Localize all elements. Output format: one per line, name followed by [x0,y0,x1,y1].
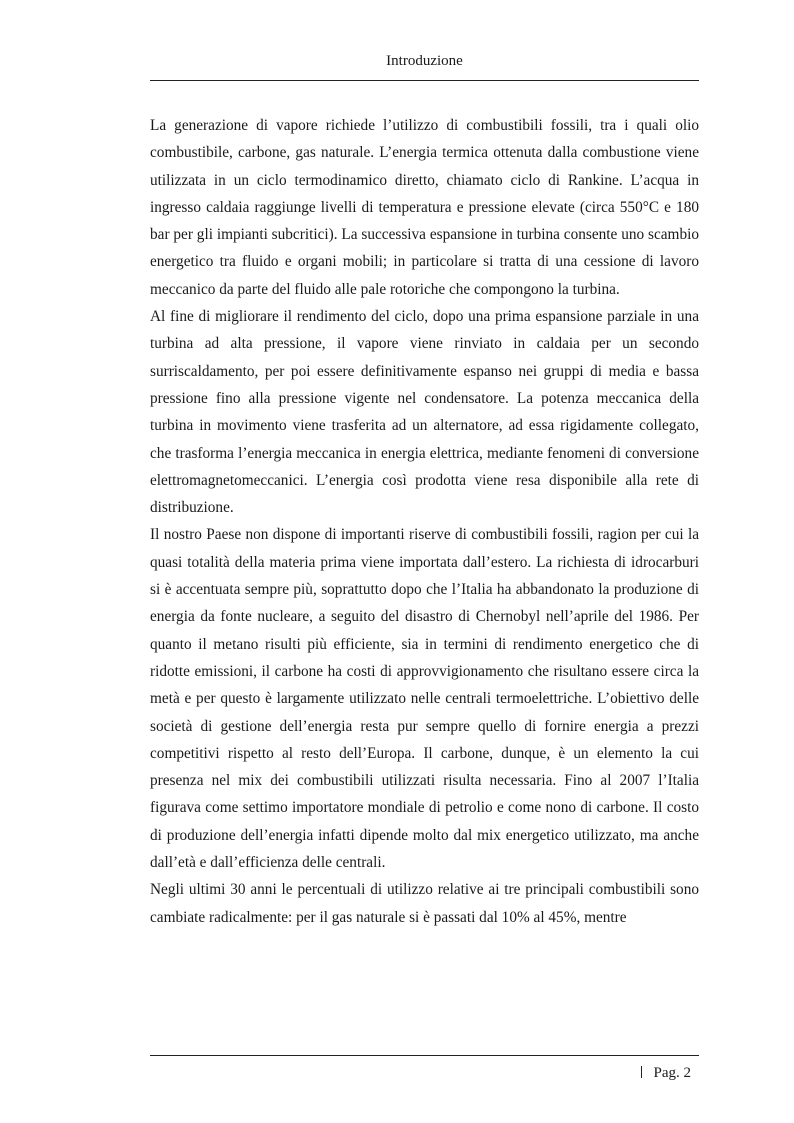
page-number [641,1064,692,1082]
footer-divider [150,1055,699,1056]
paragraph-fossil-fuel-imports: Il nostro Paese non dispone di importanti riserve di combustibili fossili, ragion per cui la quasi totalità della materia prima viene importata dall’estero. La richiesta di idrocarburi si è accentuata sempre più, soprattutto dopo che l’Italia ha abbandonato la produzione di energia da fonte nucleare, a seguito del disastro di Chernobyl nell’aprile del 1986. Per quanto il metano risulti più efficiente, sia in termini di rendimento energetico che di ridotte emissioni, il carbone ha costi di approvvigionamento che risultano essere circa la metà e per questo è largamente utilizzato nelle centrali termoelettriche. L’obiettivo delle società di gestione dell’energia resta pur sempre quello di fornire energia a prezzi competitivi rispetto al resto dell’Europa. Il carbone, dunque, è un elemento la cui presenza nel mix dei combustibili utilizzati risulta necessaria. Fino al 2007 l’Italia figurava come settimo importatore mondiale di petrolio e come nono di carbone. Il costo di produzione dell’energia infatti dipende molto dal mix energetico utilizzato, ma anche dall’età e dall’efficienza delle centrali. [150,526,699,872]
running-header-title: Introduzione [386,53,463,69]
page-separator-bar [641,1066,642,1078]
paragraph-rankine-cycle: La generazione di vapore richiede l’utilizzo di combustibili fossili, tra i quali olio combustibile, carbone, gas naturale. L’energia termica ottenuta dalla combustione viene utilizzata in un ciclo termodinamico diretto, chiamato ciclo di Rankine. L’acqua in ingresso caldaia raggiunge livelli di temperatura e pressione elevate (circa 550°C e 180 bar per gli impianti subcritici). La successiva espansione in turbina consente uno scambio energetico tra fluido e organi mobili; in particolare si tratta di una cessione di lavoro meccanico da parte del fluido alle pale rotoriche che compongono la turbina. [150,117,699,298]
page-number-label: Pag. 2 [653,1065,691,1081]
header-divider [150,80,699,81]
paragraph-fuel-percentages: Negli ultimi 30 anni le percentuali di utilizzo relative ai tre principali combustibili sono cambiate radicalmente: per il gas naturale si è passati dal 10% al 45%, mentre [150,881,699,926]
paragraph-turbine-reheat: Al fine di migliorare il rendimento del ciclo, dopo una prima espansione parziale in una turbina ad alta pressione, il vapore viene rinviato in caldaia per un secondo surriscaldamento, per poi essere definitivamente espanso nei gruppi di media e bassa pressione fino alla pressione vigente nel condensatore. La potenza meccanica della turbina in movimento viene trasferita ad un alternatore, ad essa rigidamente collegato, che trasforma l’energia meccanica in energia elettrica, mediante fenomeni di conversione elettromagnetomeccanici. L’energia così prodotta viene resa disponibile alla rete di distribuzione. [150,308,699,517]
main-body-text [150,112,699,931]
